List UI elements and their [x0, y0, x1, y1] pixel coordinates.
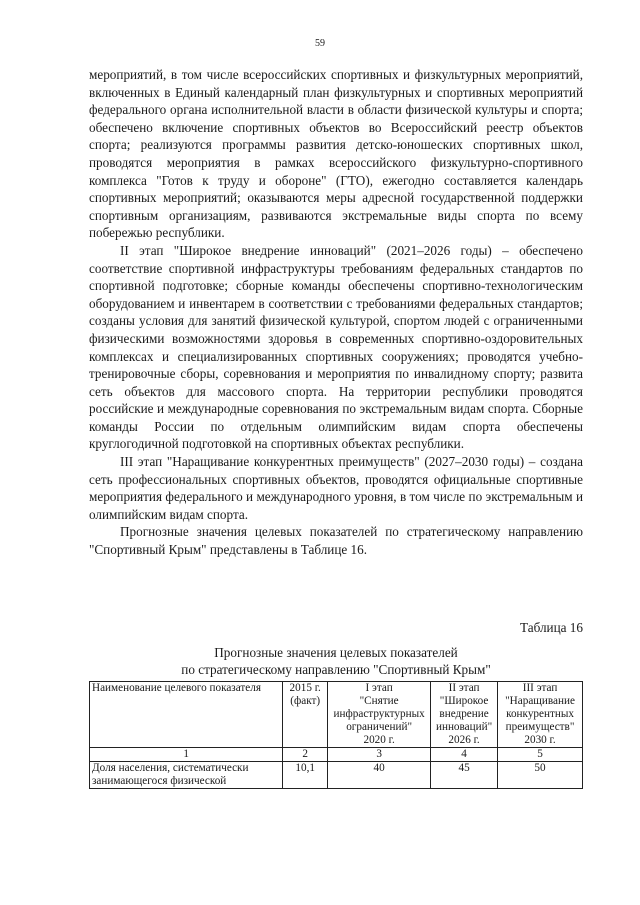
page-number: 59	[315, 38, 325, 49]
header-stage-2: II этап "Широкое внедрение инноваций" 2026 г.	[431, 682, 498, 748]
table-title-line-2: по стратегическому направлению "Спортивный Крым"	[181, 662, 491, 677]
table-numbering-row	[90, 748, 583, 762]
value-2026: 45	[431, 762, 498, 789]
column-number: 5	[498, 748, 583, 762]
value-2020: 40	[328, 762, 431, 789]
paragraph-2: II этап "Широкое внедрение инноваций" (2021–2026 годы) – обеспечено соответствие спортивной инфраструктуры требованиям федеральных стандартов по спортивной подготовке; сборные команды обеспечены спортивно-технологическим оборудованием и инвентарем в соответствии с требованиями федеральных стандартов; созданы условия для занятий физической культурой, спортом людей с ограниченными физическими возможностями здоровья в современных спортивно-оздоровительных комплексах и специализированных спортивных сооружениях; проводятся учебно-тренировочные сборы, соревнования и мероприятия по инвалидному спорту; развита сеть объектов для массового спорта. На территории республики проводятся российские и международные соревнования по экстремальным видам спорта. Сборные команды России по отдельным олимпийским видам спорта обеспечены круглогодичной подготовкой на спортивных объектах республики.	[89, 242, 583, 452]
table-header-row	[90, 682, 583, 748]
header-indicator-name: Наименование целевого показателя	[90, 682, 283, 748]
column-number: 2	[283, 748, 328, 762]
paragraph-4: Прогнозные значения целевых показателей по стратегическому направлению "Спортивный Крым" представлены в Таблице 16.	[89, 524, 583, 558]
column-number: 3	[328, 748, 431, 762]
table-title	[89, 644, 583, 678]
row-label: Доля населения, систематически занимающегося физической	[90, 762, 283, 789]
value-2030: 50	[498, 762, 583, 789]
column-number: 4	[431, 748, 498, 762]
table-row	[90, 762, 583, 789]
value-2015: 10,1	[283, 762, 328, 789]
header-stage-1: I этап "Снятие инфраструктурных ограничений" 2020 г.	[328, 682, 431, 748]
body-text	[89, 66, 583, 559]
table-title-line-1: Прогнозные значения целевых показателей	[214, 645, 458, 660]
column-number: 1	[90, 748, 283, 762]
paragraph-1: мероприятий, в том числе всероссийских спортивных и физкультурных мероприятий, включенных в Единый календарный план физкультурных и спортивных мероприятий федерального органа исполнительной власти в области физической культуры и спорта; обеспечено включение спортивных объектов во Всероссийский реестр объектов спорта; реализуются программы развития детско-юношеских спортивных школ, проводятся мероприятия в рамках всероссийского физкультурно-спортивного комплекса "Готов к труду и обороне" (ГТО), ежегодно составляется календарь спортивных мероприятий; оказываются меры адресной государственной поддержки спортивным организациям, развиваются экстремальные виды спорта по всему побережью республики.	[89, 67, 583, 241]
paragraph-3: III этап "Наращивание конкурентных преимуществ" (2027–2030 годы) – создана сеть профессиональных спортивных объектов, проводятся официальные спортивные мероприятия федерального и международного уровня, в том числе по экстремальным и олимпийским видам спорта.	[89, 454, 583, 522]
table-label: Таблица 16	[520, 620, 583, 635]
header-stage-3: III этап "Наращивание конкурентных преимуществ" 2030 г.	[498, 682, 583, 748]
indicators-table	[89, 681, 583, 789]
header-2015: 2015 г. (факт)	[283, 682, 328, 748]
